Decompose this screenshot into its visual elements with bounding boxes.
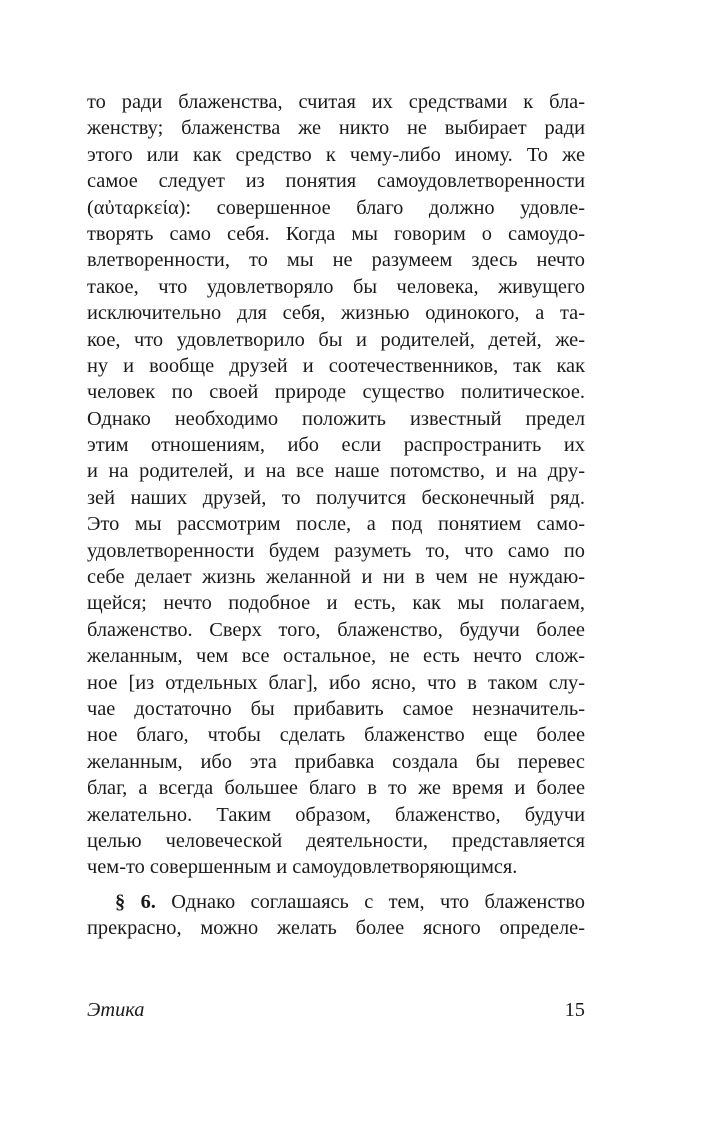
text-line: ну и вообще друзей и соотечественников, так как [87,354,585,377]
page-footer [87,996,585,1024]
text-line: такое, что удовлетворяло бы человека, живущего [87,275,585,298]
page-number: 15 [564,999,585,1021]
text-line: этого или как средство к чему-либо иному. То же [87,143,585,166]
text-line: и на родителей, и на все наше потомство, и на дру- [87,460,585,483]
text-line: женству; блаженства же никто не выбирает ради [87,117,585,140]
text-line: этим отношениям, ибо если распространить их [87,434,585,457]
paragraph-spacer [87,881,585,889]
paragraph-2 [87,889,585,942]
running-title: Этика [87,999,145,1021]
section-number: § 6. [115,890,156,913]
text-line-rest: Однако соглашаясь с тем, что блаженство [155,890,585,913]
text-line: творять само себя. Когда мы говорим о самоудо- [87,222,585,245]
text-line: кое, что удовлетворило бы и родителей, детей, же- [87,328,585,351]
text-line: (αὐταρκεία): совершенное благо должно удовле- [87,196,585,219]
text-line: себе делает жизнь желанной и ни в чем не нуждаю- [87,566,585,589]
text-line: целью человеческой деятельности, представляется [87,829,585,852]
text-line: Однако необходимо положить известный предел [87,407,585,430]
text-line: желанным, чем все остальное, не есть нечто слож- [87,645,585,668]
text-line: человек по своей природе существо политическое. [87,381,585,404]
text-line: блаженство. Сверх того, блаженство, будучи более [87,618,585,641]
text-line: зей наших друзей, то получится бесконечный ряд. [87,486,585,509]
text-line: ное благо, чтобы сделать блаженство еще более [87,724,585,747]
text-line: самое следует из понятия самоудовлетворенности [87,170,585,193]
text-line: удовлетворенности будем разуметь то, что само по [87,539,585,562]
text-line: желательно. Таким образом, блаженство, будучи [87,803,585,826]
text-line: прекрасно, можно желать более ясного определе- [87,917,585,940]
text-line: чае достаточно бы прибавить самое незначитель- [87,697,585,720]
text-line [87,889,585,915]
text-line: Это мы рассмотрим после, а под понятием само- [87,513,585,536]
text-line: то ради блаженства, считая их средствами к бла- [87,91,585,113]
body-text [87,89,585,942]
text-line: исключительно для себя, жизнью одинокого, а та- [87,302,585,325]
text-line: желанным, ибо эта прибавка создала бы перевес [87,750,585,773]
text-line: ное [из отдельных благ], ибо ясно, что в таком слу- [87,671,585,694]
text-line: влетворенности, то мы не разумеем здесь нечто [87,249,585,272]
text-line: чем-то совершенным и самоудовлетворяющимся. [87,856,518,879]
text-line: благ, а всегда большее благо в то же время и более [87,777,585,800]
text-line: щейся; нечто подобное и есть, как мы полагаем, [87,592,585,615]
paragraph-1 [87,89,585,881]
